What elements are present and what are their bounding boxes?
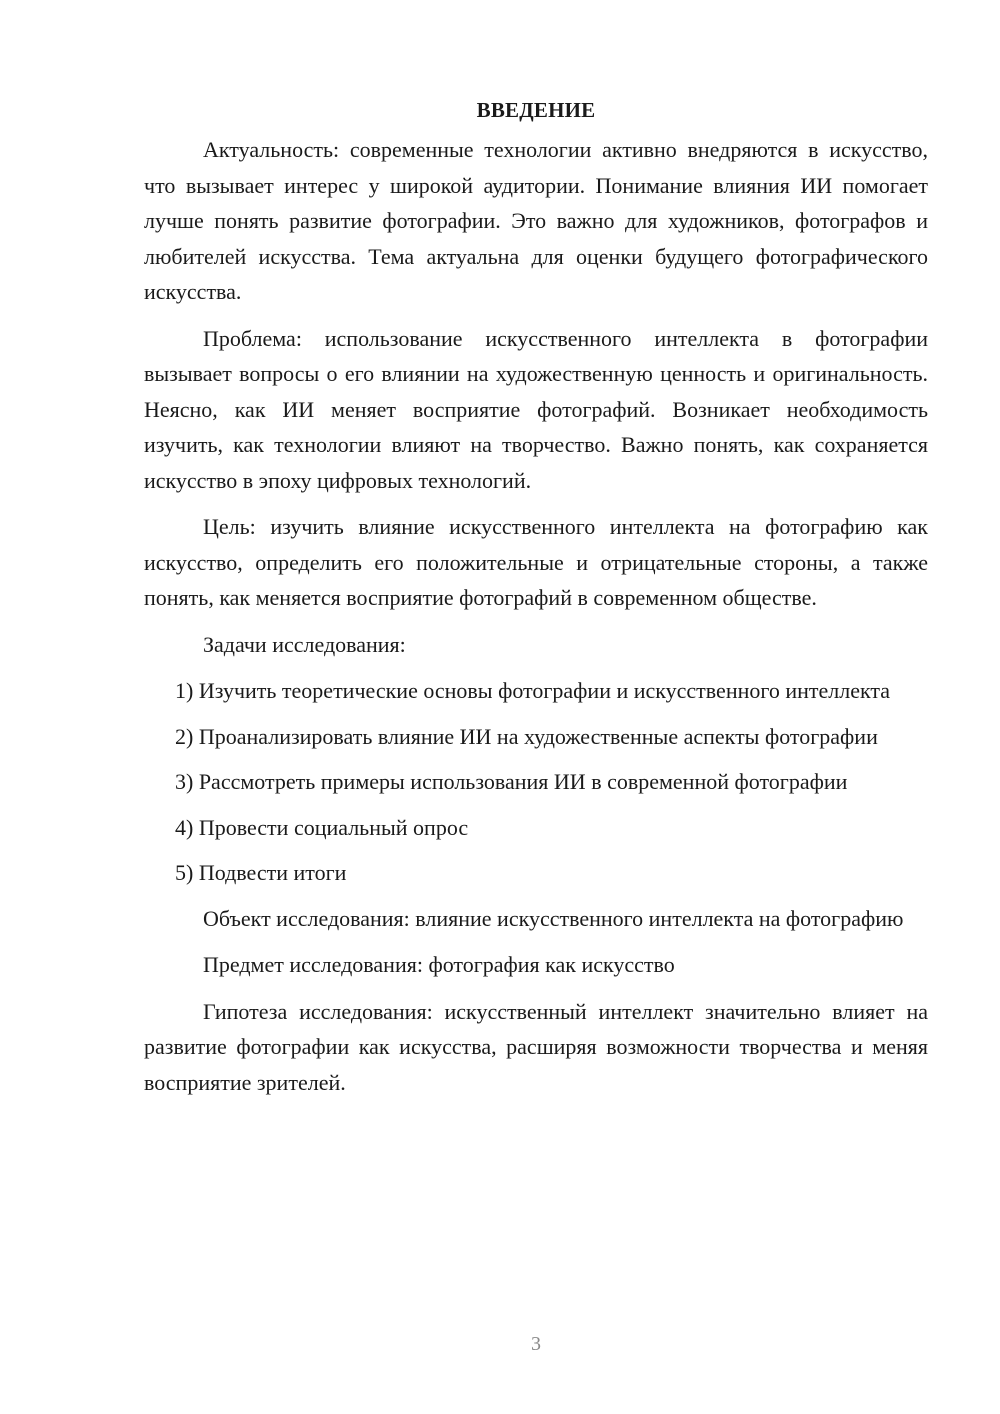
hypothesis-paragraph: Гипотеза исследования: искусственный интеллект значительно влияет на развитие фотографии как искусства, расширяя возможности творчества и меняя восприятие зрителей. <box>144 998 928 1095</box>
subject-paragraph: Предмет исследования: фотография как искусство <box>203 952 675 977</box>
object-paragraph: Объект исследования: влияние искусственного интеллекта на фотографию <box>203 905 904 931</box>
tasks-heading: Задачи исследования: <box>203 631 406 657</box>
page-title: ВВЕДЕНИЕ <box>476 98 596 122</box>
task-item-1: 1) Изучить теоретические основы фотографии и искусственного интеллекта <box>175 678 891 703</box>
relevance-paragraph: Актуальность: современные технологии активно внедряются в искусство, что вызывает интерес у широкой аудитории. Понимание влияния ИИ помогает лучше понять развитие фотографии. Это важно для художников, фотографов и любителей искусства. Тема актуальна для оценки будущего фотографического искусства. <box>144 137 928 304</box>
goal-paragraph: Цель: изучить влияние искусственного интеллекта на фотографию как искусство, определить его положительные и отрицательные стороны, а также понять, как меняется восприятие фотографий в современном обществе. <box>144 514 928 610</box>
task-item-2: 2) Проанализировать влияние ИИ на художественные аспекты фотографии <box>175 723 878 749</box>
task-item-5: 5) Подвести итоги <box>175 860 347 885</box>
task-item-4: 4) Провести социальный опрос <box>175 814 469 840</box>
problem-paragraph: Проблема: использование искусственного интеллекта в фотографии вызывает вопросы о его влиянии на художественную ценность и оригинальность. Неясно, как ИИ меняет восприятие фотографий. Возникает необходимость изучить, как технологии влияют на творчество. Важно понять, как сохраняется искусство в эпоху цифровых технологий. <box>144 325 928 493</box>
page-content <box>144 96 928 1111</box>
task-item-3: 3) Рассмотреть примеры использования ИИ в современной фотографии <box>175 769 848 794</box>
page-number: 3 <box>531 1333 541 1355</box>
